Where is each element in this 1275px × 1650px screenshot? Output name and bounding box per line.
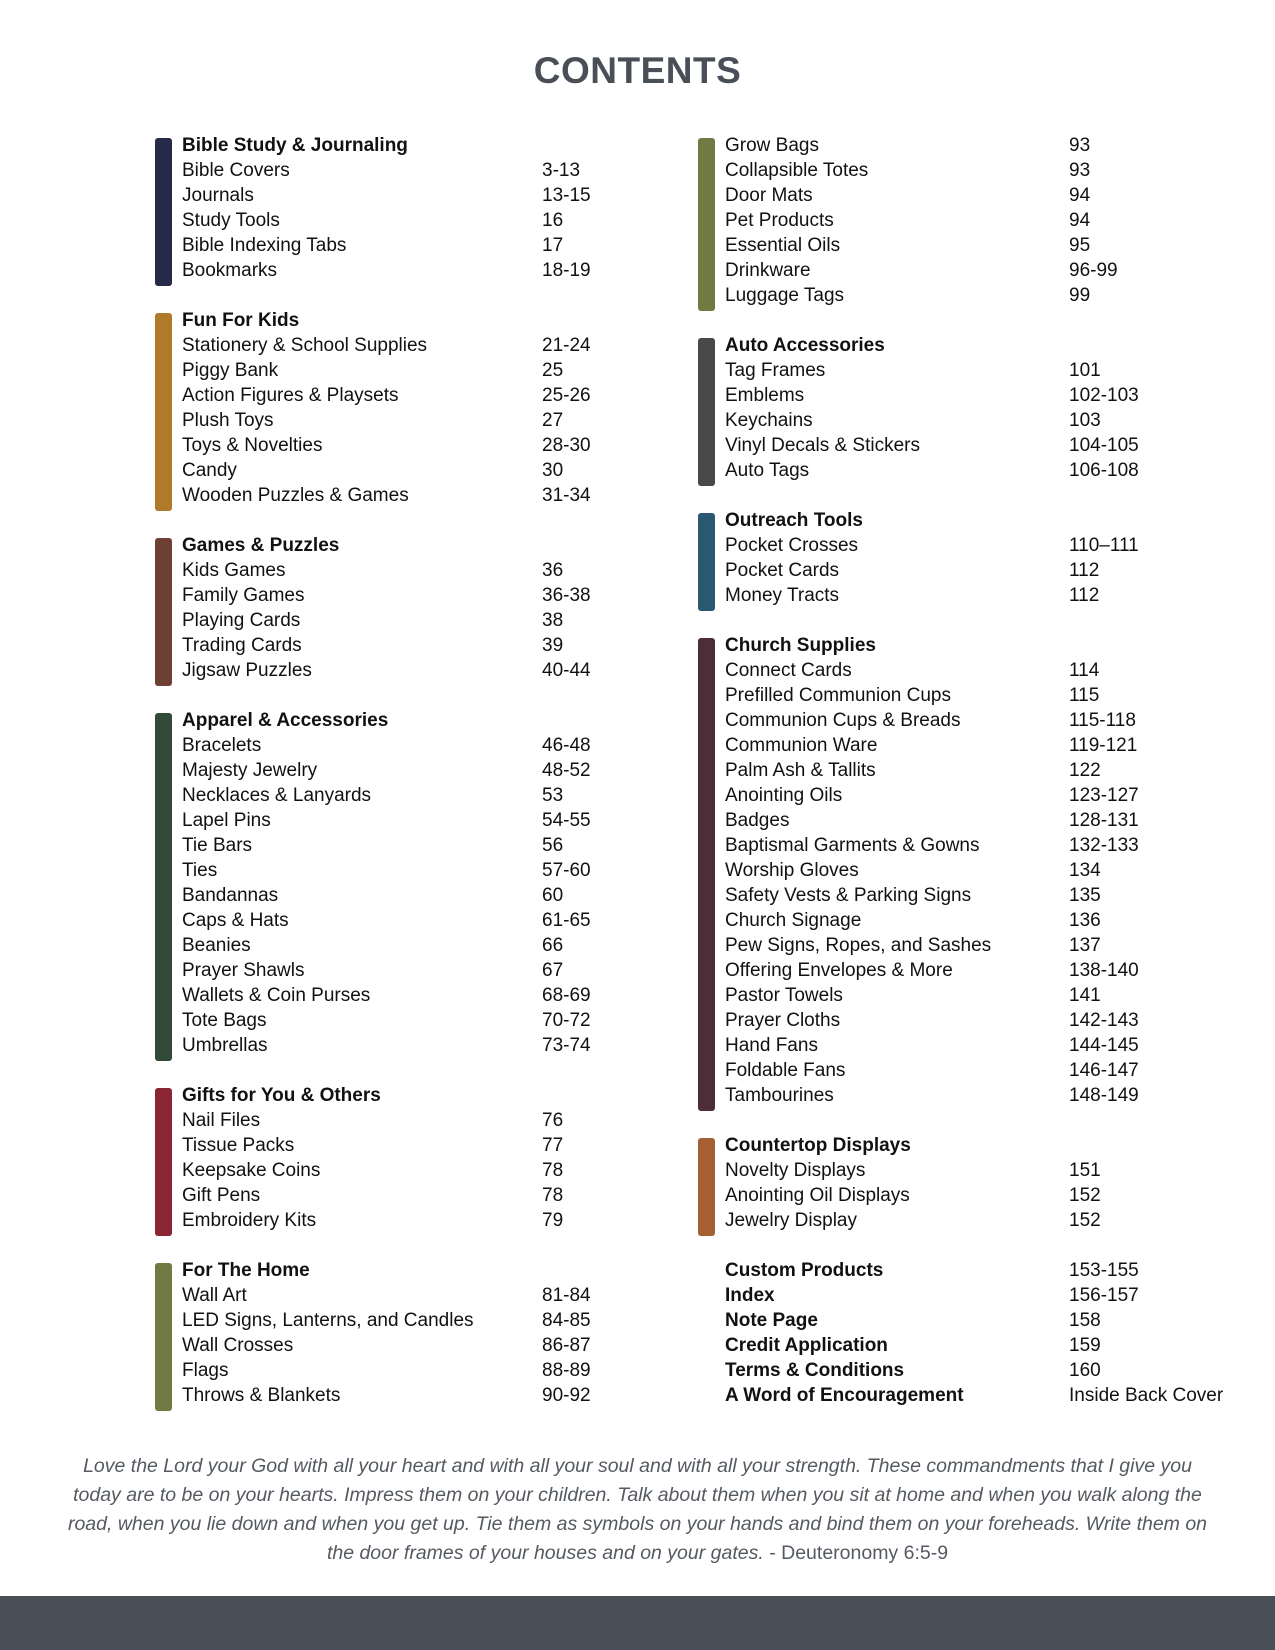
- toc-entry: [182, 833, 595, 858]
- entry-pages: 101: [1069, 360, 1101, 381]
- entry-pages: 81-84: [542, 1285, 591, 1306]
- toc-entry: [182, 1383, 595, 1408]
- entry-pages: 84-85: [542, 1310, 591, 1331]
- entry-name: Terms & Conditions: [725, 1360, 905, 1381]
- entry-pages: 27: [542, 410, 564, 431]
- toc-section: [155, 1258, 595, 1408]
- toc-entry: [725, 1283, 1218, 1308]
- toc-entry: [182, 1108, 595, 1133]
- entry-name: Novelty Displays: [725, 1160, 866, 1181]
- entry-pages: 56: [542, 835, 564, 856]
- toc-entry: [182, 408, 595, 433]
- entry-pages: 25: [542, 360, 564, 381]
- entry-pages: 18-19: [542, 260, 591, 281]
- entry-pages: 90-92: [542, 1385, 591, 1406]
- toc-section: [698, 1133, 1218, 1233]
- toc-entry: [182, 1158, 595, 1183]
- entry-pages: 135: [1069, 885, 1101, 906]
- toc-entry: [725, 908, 1218, 933]
- section-heading: [725, 508, 1218, 533]
- entry-pages: 152: [1069, 1185, 1101, 1206]
- entry-name: Throws & Blankets: [182, 1385, 341, 1406]
- toc-entry: [182, 808, 595, 833]
- toc-entry: [182, 883, 595, 908]
- scripture-quote: [60, 1452, 1215, 1568]
- entry-pages: 57-60: [542, 860, 591, 881]
- toc-entry: [182, 1308, 595, 1333]
- entry-name: Vinyl Decals & Stickers: [725, 435, 920, 456]
- toc-entry: [725, 708, 1218, 733]
- toc-entry: [725, 258, 1218, 283]
- toc-entry: [182, 483, 595, 508]
- entry-pages: 36: [542, 560, 564, 581]
- entry-pages: 13-15: [542, 185, 591, 206]
- entry-name: Money Tracts: [725, 585, 840, 606]
- entry-pages: 151: [1069, 1160, 1101, 1181]
- entry-name: Wallets & Coin Purses: [182, 985, 371, 1006]
- section-heading: [725, 333, 1218, 358]
- toc-section: [698, 508, 1218, 608]
- toc-entry: [182, 183, 595, 208]
- entry-pages: 67: [542, 960, 564, 981]
- entry-pages: Inside Back Cover: [1069, 1385, 1224, 1406]
- section-title: Auto Accessories: [725, 335, 885, 356]
- entry-pages: 152: [1069, 1210, 1101, 1231]
- contents-right-column: [698, 133, 1224, 1408]
- entry-pages: 16: [542, 210, 564, 231]
- entry-pages: 132-133: [1069, 835, 1139, 856]
- section-title: Outreach Tools: [725, 510, 863, 531]
- entry-name: Lapel Pins: [182, 810, 271, 831]
- toc-entry: [182, 933, 595, 958]
- entry-pages: 21-24: [542, 335, 591, 356]
- section-color-bar: [698, 338, 715, 486]
- toc-entry: [725, 1358, 1218, 1383]
- toc-entry: [725, 158, 1218, 183]
- entry-pages: 28-30: [542, 435, 591, 456]
- entry-name: Umbrellas: [182, 1035, 268, 1056]
- entry-name: Candy: [182, 460, 237, 481]
- entry-pages: 95: [1069, 235, 1091, 256]
- entry-pages: 115-118: [1069, 710, 1136, 731]
- entry-name: Caps & Hats: [182, 910, 289, 931]
- entry-pages: 119-121: [1069, 735, 1138, 756]
- entry-name: Essential Oils: [725, 235, 841, 256]
- entry-name: Family Games: [182, 585, 305, 606]
- entry-name: Church Signage: [725, 910, 862, 931]
- entry-pages: 134: [1069, 860, 1101, 881]
- entry-pages: 88-89: [542, 1360, 591, 1381]
- entry-name: Keychains: [725, 410, 813, 431]
- entry-pages: 94: [1069, 185, 1091, 206]
- toc-entry: [725, 358, 1218, 383]
- entry-pages: 78: [542, 1185, 564, 1206]
- entry-name: Journals: [182, 185, 254, 206]
- toc-section: [155, 533, 595, 683]
- entry-pages: 30: [542, 460, 564, 481]
- entry-name: Wooden Puzzles & Games: [182, 485, 409, 506]
- toc-entry: [182, 558, 595, 583]
- entry-pages: 128-131: [1069, 810, 1139, 831]
- entry-name: Bandannas: [182, 885, 279, 906]
- toc-entry: [182, 783, 595, 808]
- toc-entry: [182, 958, 595, 983]
- extra-entries: [698, 1258, 1224, 1408]
- toc-entry: [725, 858, 1218, 883]
- toc-entry: [182, 383, 595, 408]
- entry-name: Playing Cards: [182, 610, 301, 631]
- entry-name: Anointing Oils: [725, 785, 843, 806]
- toc-entry: [725, 808, 1218, 833]
- entry-pages: 36-38: [542, 585, 591, 606]
- toc-entry: [725, 983, 1218, 1008]
- toc-entry: [725, 933, 1218, 958]
- section-color-bar: [698, 638, 715, 1111]
- entry-name: Kids Games: [182, 560, 286, 581]
- entry-name: Safety Vests & Parking Signs: [725, 885, 972, 906]
- toc-section: [155, 1083, 595, 1233]
- entry-pages: 160: [1069, 1360, 1101, 1381]
- entry-name: A Word of Encouragement: [725, 1385, 964, 1406]
- toc-entry: [725, 1308, 1218, 1333]
- entry-name: Jigsaw Puzzles: [182, 660, 312, 681]
- entry-name: Bible Covers: [182, 160, 290, 181]
- toc-entry: [725, 1333, 1218, 1358]
- entry-name: Bookmarks: [182, 260, 278, 281]
- entry-pages: 146-147: [1069, 1060, 1139, 1081]
- section-color-bar: [698, 1138, 715, 1236]
- toc-entry: [725, 1208, 1218, 1233]
- toc-entry: [182, 758, 595, 783]
- entry-name: LED Signs, Lanterns, and Candles: [182, 1310, 474, 1331]
- entry-name: Wall Crosses: [182, 1335, 294, 1356]
- entry-pages: 48-52: [542, 760, 591, 781]
- entry-pages: 102-103: [1069, 385, 1139, 406]
- entry-name: Flags: [182, 1360, 229, 1381]
- entry-pages: 70-72: [542, 1010, 591, 1031]
- entry-pages: 61-65: [542, 910, 591, 931]
- toc-entry: [725, 408, 1218, 433]
- section-title: Gifts for You & Others: [182, 1085, 381, 1106]
- contents-left-column: [155, 133, 595, 1433]
- toc-entry: [182, 908, 595, 933]
- entry-pages: 73-74: [542, 1035, 591, 1056]
- toc-entry: [182, 658, 595, 683]
- entry-name: Stationery & School Supplies: [182, 335, 428, 356]
- toc-entry: [725, 1383, 1224, 1408]
- entry-pages: 114: [1069, 660, 1100, 681]
- toc-entry: [725, 1083, 1218, 1108]
- entry-name: Emblems: [725, 385, 805, 406]
- entry-pages: 153-155: [1069, 1260, 1139, 1281]
- page-title: CONTENTS: [533, 50, 742, 91]
- section-title: Games & Puzzles: [182, 535, 340, 556]
- section-title: For The Home: [182, 1260, 310, 1281]
- entry-name: Custom Products: [725, 1260, 884, 1281]
- toc-entry: [182, 1008, 595, 1033]
- section-title: Countertop Displays: [725, 1135, 911, 1156]
- entry-pages: 144-145: [1069, 1035, 1139, 1056]
- entry-name: Palm Ash & Tallits: [725, 760, 876, 781]
- toc-entry: [725, 533, 1218, 558]
- toc-entry: [182, 258, 595, 283]
- entry-name: Piggy Bank: [182, 360, 279, 381]
- entry-name: Foldable Fans: [725, 1060, 846, 1081]
- entry-name: Plush Toys: [182, 410, 274, 431]
- section-color-bar: [155, 138, 172, 286]
- entry-pages: 159: [1069, 1335, 1101, 1356]
- footer-bar: [0, 1596, 1275, 1650]
- section-color-bar: [155, 713, 172, 1061]
- toc-entry: [725, 958, 1218, 983]
- entry-name: Keepsake Coins: [182, 1160, 321, 1181]
- entry-name: Offering Envelopes & More: [725, 960, 953, 981]
- section-color-bar: [155, 538, 172, 686]
- toc-entry: [725, 183, 1218, 208]
- toc-entry: [725, 208, 1218, 233]
- entry-name: Worship Gloves: [725, 860, 859, 881]
- section-color-bar: [155, 313, 172, 511]
- entry-name: Pocket Cards: [725, 560, 840, 581]
- section-color-bar: [698, 138, 715, 311]
- entry-name: Pet Products: [725, 210, 834, 231]
- toc-section: [155, 708, 595, 1058]
- entry-pages: 78: [542, 1160, 564, 1181]
- entry-name: Door Mats: [725, 185, 813, 206]
- section-title: Fun For Kids: [182, 310, 300, 331]
- section-color-bar: [155, 1263, 172, 1411]
- section-color-bar: [698, 513, 715, 611]
- toc-entry: [725, 583, 1218, 608]
- section-heading: [182, 533, 595, 558]
- toc-entry: [182, 733, 595, 758]
- entry-name: Communion Ware: [725, 735, 878, 756]
- toc-entry: [182, 1333, 595, 1358]
- entry-name: Drinkware: [725, 260, 811, 281]
- toc-section: [155, 133, 595, 283]
- entry-name: Anointing Oil Displays: [725, 1185, 910, 1206]
- entry-name: Pastor Towels: [725, 985, 843, 1006]
- entry-pages: 104-105: [1069, 435, 1139, 456]
- toc-entry: [182, 233, 595, 258]
- entry-name: Tote Bags: [182, 1010, 267, 1031]
- section-title: Bible Study & Journaling: [182, 135, 408, 156]
- section-heading: [725, 1133, 1218, 1158]
- toc-entry: [182, 433, 595, 458]
- entry-name: Prefilled Communion Cups: [725, 685, 951, 706]
- entry-name: Tie Bars: [182, 835, 253, 856]
- toc-entry: [182, 333, 595, 358]
- toc-entry: [725, 733, 1218, 758]
- toc-entry: [182, 1208, 595, 1233]
- toc-entry: [725, 558, 1218, 583]
- entry-name: Pocket Crosses: [725, 535, 859, 556]
- entry-pages: 158: [1069, 1310, 1101, 1331]
- entry-name: Necklaces & Lanyards: [182, 785, 372, 806]
- entry-name: Badges: [725, 810, 790, 831]
- section-title: Apparel & Accessories: [182, 710, 389, 731]
- section-heading: [182, 1258, 595, 1283]
- toc-entry: [182, 1183, 595, 1208]
- toc-entry: [182, 858, 595, 883]
- entry-name: Collapsible Totes: [725, 160, 869, 181]
- entry-name: Wall Art: [182, 1285, 247, 1306]
- entry-pages: 122: [1069, 760, 1101, 781]
- entry-pages: 141: [1069, 985, 1101, 1006]
- entry-pages: 17: [542, 235, 564, 256]
- entry-name: Connect Cards: [725, 660, 852, 681]
- toc-entry: [182, 1358, 595, 1383]
- entry-pages: 3-13: [542, 160, 581, 181]
- section-heading: [182, 133, 595, 158]
- entry-name: Hand Fans: [725, 1035, 818, 1056]
- entry-name: Action Figures & Playsets: [182, 385, 399, 406]
- toc-entry: [725, 458, 1218, 483]
- entry-pages: 123-127: [1069, 785, 1139, 806]
- toc-entry: [182, 158, 595, 183]
- toc-entry: [182, 583, 595, 608]
- entry-pages: 93: [1069, 135, 1091, 156]
- toc-section: [698, 133, 1218, 308]
- toc-section: [155, 308, 595, 508]
- entry-pages: 142-143: [1069, 1010, 1139, 1031]
- toc-entry: [725, 283, 1218, 308]
- toc-entry: [725, 1258, 1218, 1283]
- entry-pages: 94: [1069, 210, 1091, 231]
- entry-name: Jewelry Display: [725, 1210, 857, 1231]
- section-heading: [725, 633, 1218, 658]
- toc-entry: [182, 1133, 595, 1158]
- toc-entry: [725, 133, 1218, 158]
- entry-name: Majesty Jewelry: [182, 760, 318, 781]
- toc-entry: [725, 1008, 1218, 1033]
- entry-pages: 68-69: [542, 985, 591, 1006]
- entry-name: Tissue Packs: [182, 1135, 295, 1156]
- section-heading: [182, 1083, 595, 1108]
- entry-name: Beanies: [182, 935, 251, 956]
- entry-pages: 110–111: [1069, 535, 1139, 556]
- quote-reference: - Deuteronomy 6:5-9: [763, 1542, 949, 1564]
- entry-name: Tambourines: [725, 1085, 834, 1106]
- section-title: Church Supplies: [725, 635, 876, 656]
- toc-entry: [182, 458, 595, 483]
- entry-name: Toys & Novelties: [182, 435, 323, 456]
- toc-section: [698, 633, 1218, 1108]
- entry-name: Tag Frames: [725, 360, 826, 381]
- entry-pages: 40-44: [542, 660, 591, 681]
- entry-name: Prayer Cloths: [725, 1010, 841, 1031]
- entry-name: Trading Cards: [182, 635, 302, 656]
- toc-entry: [725, 233, 1218, 258]
- entry-pages: 112: [1069, 560, 1100, 581]
- entry-pages: 46-48: [542, 735, 591, 756]
- toc-entry: [725, 783, 1218, 808]
- entry-pages: 53: [542, 785, 564, 806]
- entry-pages: 103: [1069, 410, 1101, 431]
- entry-name: Gift Pens: [182, 1185, 261, 1206]
- entry-pages: 137: [1069, 935, 1101, 956]
- entry-name: Study Tools: [182, 210, 280, 231]
- entry-pages: 115: [1069, 685, 1100, 706]
- entry-pages: 96-99: [1069, 260, 1118, 281]
- section-heading: [182, 308, 595, 333]
- toc-entry: [182, 1283, 595, 1308]
- toc-entry: [182, 358, 595, 383]
- entry-name: Luggage Tags: [725, 285, 845, 306]
- entry-pages: 156-157: [1069, 1285, 1139, 1306]
- entry-pages: 54-55: [542, 810, 591, 831]
- toc-entry: [182, 608, 595, 633]
- entry-pages: 138-140: [1069, 960, 1139, 981]
- toc-entry: [182, 983, 595, 1008]
- entry-pages: 148-149: [1069, 1085, 1139, 1106]
- toc-entry: [725, 1033, 1218, 1058]
- section-heading: [182, 708, 595, 733]
- toc-entry: [182, 208, 595, 233]
- entry-pages: 93: [1069, 160, 1091, 181]
- toc-entry: [725, 1058, 1218, 1083]
- entry-name: Ties: [182, 860, 218, 881]
- entry-pages: 31-34: [542, 485, 591, 506]
- entry-name: Note Page: [725, 1310, 818, 1331]
- entry-pages: 60: [542, 885, 564, 906]
- entry-name: Nail Files: [182, 1110, 261, 1131]
- toc-entry: [725, 383, 1218, 408]
- entry-pages: 86-87: [542, 1335, 591, 1356]
- toc-entry: [725, 1158, 1218, 1183]
- toc-entry: [725, 883, 1218, 908]
- entry-pages: 76: [542, 1110, 564, 1131]
- entry-pages: 38: [542, 610, 564, 631]
- entry-pages: 99: [1069, 285, 1091, 306]
- toc-entry: [182, 633, 595, 658]
- entry-name: Prayer Shawls: [182, 960, 305, 981]
- entry-pages: 106-108: [1069, 460, 1139, 481]
- entry-name: Bible Indexing Tabs: [182, 235, 347, 256]
- entry-pages: 66: [542, 935, 564, 956]
- entry-name: Credit Application: [725, 1335, 888, 1356]
- entry-name: Grow Bags: [725, 135, 819, 156]
- entry-pages: 77: [542, 1135, 564, 1156]
- entry-pages: 112: [1069, 585, 1100, 606]
- entry-pages: 136: [1069, 910, 1101, 931]
- entry-pages: 25-26: [542, 385, 591, 406]
- entry-name: Embroidery Kits: [182, 1210, 317, 1231]
- toc-entry: [725, 433, 1218, 458]
- toc-entry: [182, 1033, 595, 1058]
- entry-name: Pew Signs, Ropes, and Sashes: [725, 935, 992, 956]
- entry-name: Auto Tags: [725, 460, 810, 481]
- toc-entry: [725, 758, 1218, 783]
- toc-entry: [725, 1183, 1218, 1208]
- entry-pages: 79: [542, 1210, 564, 1231]
- toc-section: [698, 333, 1218, 483]
- entry-name: Baptismal Garments & Gowns: [725, 835, 980, 856]
- toc-entry: [725, 833, 1218, 858]
- toc-entry: [725, 658, 1218, 683]
- entry-pages: 39: [542, 635, 564, 656]
- quote-text: Love the Lord your God with all your heart and with all your soul and with all your strength. These commandments that I give you today are to be on your hearts. Impress them on your children. Talk about them when you sit at home and when you walk along the road, when you lie down and when you get up. Tie them as symbols on your hands and bind them on your foreheads. Write them on the door frames of your houses and on your gates.: [67, 1455, 1208, 1564]
- section-color-bar: [155, 1088, 172, 1236]
- entry-name: Index: [725, 1285, 775, 1306]
- toc-entry: [725, 683, 1218, 708]
- entry-name: Bracelets: [182, 735, 262, 756]
- entry-name: Communion Cups & Breads: [725, 710, 961, 731]
